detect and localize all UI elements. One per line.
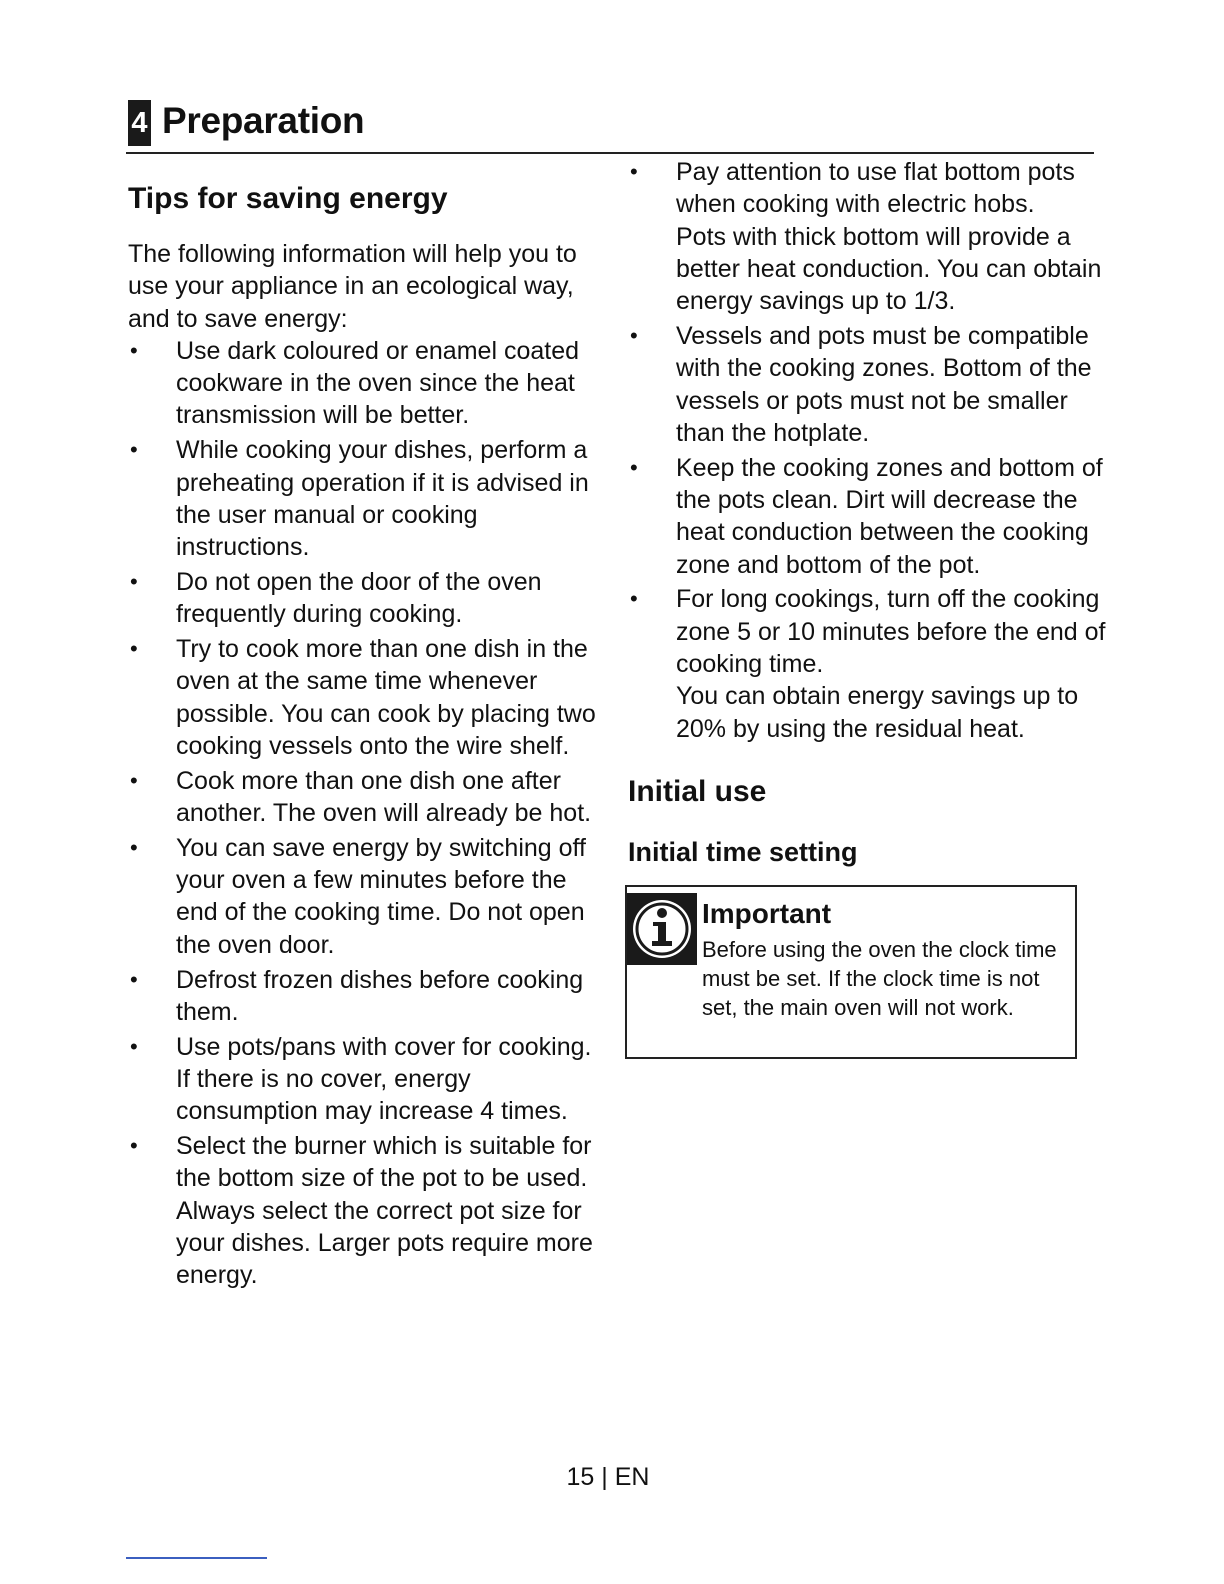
bullet-icon: • (130, 568, 138, 594)
bullet-icon: • (130, 636, 138, 662)
tips-list-left (128, 335, 608, 1292)
footer-divider (126, 1557, 267, 1559)
list-item (128, 964, 608, 1029)
list-item-text: You can save energy by switching off your oven a few minutes before the end of the cooking time. Do not open the oven door. (176, 833, 586, 959)
bullet-icon: • (130, 1133, 138, 1159)
bullet-icon: • (130, 966, 138, 992)
list-item-text: Try to cook more than one dish in the oven at the same time whenever possible. You can cook by placing two cooking vessels onto the wire shelf. (176, 635, 596, 760)
important-notice (625, 885, 1077, 1059)
list-item-extra-text: Pots with thick bottom will provide a better heat conduction. You can obtain energy savings up to 1/3. (676, 222, 1102, 316)
list-item-text: Pay attention to use flat bottom pots when cooking with electric hobs. (676, 158, 1075, 219)
list-item-extra-text: You can obtain energy savings up to 20% by using the residual heat. (676, 682, 1079, 743)
tips-intro: The following information will help you to use your appliance in an ecological way, and to save energy: (128, 240, 577, 333)
list-item (628, 156, 1108, 317)
list-item (128, 1031, 608, 1128)
chapter-number-badge: 4 (128, 100, 151, 146)
list-item-text: Do not open the door of the oven frequently during cooking. (176, 567, 542, 629)
list-item-text: Select the burner which is suitable for the bottom size of the pot to be used. Always select the correct pot size for your dishes. Larger pots require more energy. (176, 1132, 593, 1290)
list-item (628, 583, 1108, 744)
right-column (628, 156, 1108, 1059)
info-icon (627, 893, 697, 965)
list-item (628, 320, 1108, 449)
bullet-icon: • (130, 1033, 138, 1059)
bullet-icon: • (130, 834, 138, 860)
list-item-text: While cooking your dishes, perform a preheating operation if it is advised in the user manual or cooking instructions. (176, 436, 589, 562)
page-number: 15 | EN (566, 1463, 650, 1491)
left-column (128, 178, 608, 1294)
list-item (128, 765, 608, 830)
bullet-icon: • (130, 337, 138, 363)
list-item (128, 335, 608, 432)
chapter-header (126, 96, 1094, 154)
list-item (128, 832, 608, 961)
list-item (128, 434, 608, 563)
subsection-title-initial-time-setting: Initial time setting (628, 836, 858, 867)
list-item (628, 452, 1108, 581)
bullet-icon: • (630, 159, 638, 184)
tips-list-right (628, 156, 1108, 745)
bullet-icon: • (630, 586, 638, 612)
bullet-icon: • (130, 767, 138, 793)
list-item (128, 633, 608, 762)
chapter-title: Preparation (162, 100, 365, 141)
list-item (128, 1130, 608, 1291)
list-item-text: Cook more than one dish one after another. The oven will already be hot. (176, 766, 592, 828)
list-item-text: Use pots/pans with cover for cooking. If there is no cover, energy consumption may increase 4 times. (176, 1032, 592, 1126)
list-item-text: Use dark coloured or enamel coated cookware in the oven since the heat transmission will be better. (176, 336, 580, 430)
bullet-icon: • (630, 322, 638, 348)
list-item-text: Vessels and pots must be compatible with the cooking zones. Bottom of the vessels or pots must not be smaller than the hotplate. (676, 321, 1092, 447)
section-title-initial-use: Initial use (628, 774, 767, 808)
list-item-text: Keep the cooking zones and bottom of the pots clean. Dirt will decrease the heat conduction between the cooking zone and bottom of the pot. (676, 453, 1103, 579)
important-title: Important (702, 897, 832, 929)
bullet-icon: • (630, 454, 638, 480)
list-item-text: Defrost frozen dishes before cooking them. (176, 965, 584, 1026)
list-item-text: For long cookings, turn off the cooking zone 5 or 10 minutes before the end of cooking time. (676, 585, 1106, 678)
list-item (128, 566, 608, 631)
bullet-icon: • (130, 437, 138, 463)
important-text: Before using the oven the clock time must be set. If the clock time is not set, the main oven will not work. (702, 936, 1057, 1020)
section-title-tips: Tips for saving energy (128, 182, 448, 215)
